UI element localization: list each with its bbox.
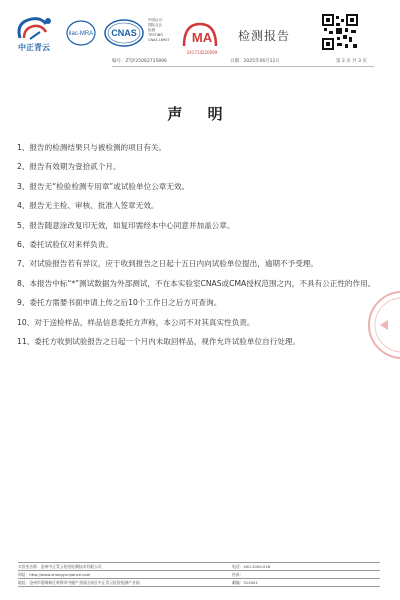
report-footer: [0, 552, 400, 600]
footer-divider: [18, 578, 380, 579]
cnas-label: CNAS: [111, 28, 137, 38]
footer-divider: [18, 570, 380, 571]
header-divider: [112, 66, 374, 67]
page-indicator: 第 3 页 共 3 页: [336, 59, 367, 64]
brand-text: 中正青云: [18, 43, 50, 52]
footer-phone: 电话：400-1000-016: [232, 564, 271, 569]
footer-address: 地址：沧州市渤海新区黄骅市中捷产业园区南区中正青云检验检测产业园: [18, 580, 140, 585]
ilac-mra-logo: [66, 20, 96, 46]
list-item: 1、报告的检测结果只与被检测的项目有关。: [17, 143, 167, 152]
footer-zip: 邮编：312001: [232, 580, 258, 585]
list-item: 11、委托方收到试验报告之日起一个月内未取回样品，视作允许试验单位自行处理。: [17, 337, 301, 347]
cma-label: MA: [191, 30, 213, 45]
footer-fax: 传真：: [232, 572, 244, 577]
page-title: 声 明: [167, 105, 233, 123]
list-item: 4、报告无主检、审核、批准人签章无效。: [17, 201, 159, 211]
seal-stamp: [366, 290, 400, 360]
list-item: 2、报告有效期为壹拾贰个月。: [17, 162, 121, 172]
statement-list: [17, 140, 387, 353]
footer-divider: [18, 586, 380, 587]
cnas-info: 中国认可 国际互认 检测 TESTING CNAS L6907: [148, 18, 170, 42]
ilac-label: ilac-MRA: [68, 31, 94, 37]
list-item: 8、本报告中标“*”测试数据为外部测试，不在本实验室CNAS或CMA授权范围之内，不具有公正性的作用。: [17, 278, 376, 288]
report-number: 编号：ZTJY25062715896: [112, 59, 167, 64]
report-title: 检测报告: [238, 29, 291, 43]
cnas-logo: [104, 18, 144, 48]
footer-site: 网址：http://www.zhongyunjiance.com: [18, 572, 91, 577]
list-item: 10、对于送检样品，样品信息委托方声称，本公司不对其真实性负责。: [17, 317, 255, 327]
report-date: 日期：2025年06月12日: [230, 59, 280, 64]
company-logo-icon: [10, 12, 58, 44]
cma-logo: [180, 20, 220, 50]
footer-unit: 实验室名称：沧州中正青云检验检测技术有限公司: [18, 564, 102, 569]
cma-number: 241714220099: [186, 50, 218, 55]
list-item: 6、委托试验仅对来样负责。: [17, 240, 113, 250]
company-logo: [10, 12, 58, 52]
footer-divider: [18, 562, 380, 563]
list-item: 5、报告随意涂改复印无效，如复印需经本中心同意并加盖公章。: [17, 220, 235, 230]
list-item: 9、委托方需要书面申请上传之后10个工作日之后方可查询。: [17, 298, 222, 308]
qr-code-icon: [322, 14, 358, 50]
list-item: 3、报告无“检验检测专用章”或试验单位公章无效。: [17, 181, 190, 191]
report-header: [0, 0, 400, 70]
list-item: 7、对试验报告若有异议，应于收到报告之日起十五日内向试验单位提出，逾期不予受理。: [17, 259, 318, 269]
